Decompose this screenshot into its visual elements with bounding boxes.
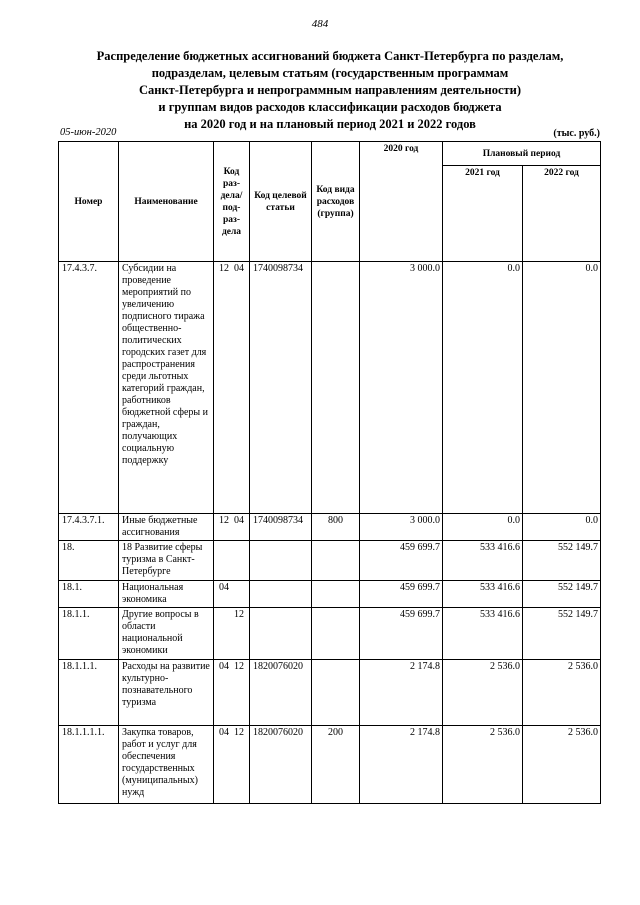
row-name: Расходы на развитие культурно-познавательного туризма (119, 660, 214, 726)
row-number: 18.1.1.1.1. (59, 726, 119, 804)
row-2021: 533 416.6 (443, 581, 523, 608)
row-2022: 552 149.7 (523, 541, 601, 581)
row-2022: 0.0 (523, 514, 601, 541)
row-2021: 533 416.6 (443, 541, 523, 581)
row-expense-code (312, 660, 360, 726)
header-name: Наименование (119, 142, 214, 262)
row-2020: 2 174.8 (360, 726, 443, 804)
row-expense-code (312, 262, 360, 514)
table-row (59, 262, 601, 514)
row-2021: 0.0 (443, 514, 523, 541)
row-number: 17.4.3.7.1. (59, 514, 119, 541)
row-2021: 0.0 (443, 262, 523, 514)
row-number: 18.1. (59, 581, 119, 608)
row-target-code: 1740098734 (250, 514, 312, 541)
row-2022: 2 536.0 (523, 660, 601, 726)
page-number: 484 (311, 18, 329, 30)
row-expense-code (312, 581, 360, 608)
row-2022: 552 149.7 (523, 581, 601, 608)
row-target-code (250, 581, 312, 608)
table-row (59, 608, 601, 660)
table-row (59, 541, 601, 581)
units-label: (тыс. руб.) (553, 128, 600, 139)
podrazdel: 12 (234, 661, 244, 672)
row-2021: 533 416.6 (443, 608, 523, 660)
row-2020: 459 699.7 (360, 541, 443, 581)
row-section-code (214, 726, 250, 804)
row-name: 18 Развитие сферы туризма в Санкт-Петербурге (119, 541, 214, 581)
title-line: на 2020 год и на плановый период 2021 и 2022 годов (184, 117, 476, 131)
razdel: 04 (219, 661, 229, 672)
title-line: Санкт-Петербурга и непрограммным направлениям деятельности) (138, 83, 521, 97)
table-body (59, 262, 601, 804)
header-plan-period: Плановый период (443, 142, 601, 166)
podrazdel: 04 (234, 515, 244, 526)
row-name: Закупка товаров, работ и услуг для обеспечения государственных (муниципальных) нужд (119, 726, 214, 804)
row-2022: 0.0 (523, 262, 601, 514)
row-section-code (214, 541, 250, 581)
row-section-code (214, 581, 250, 608)
document-title (60, 48, 600, 133)
table-row (59, 660, 601, 726)
title-line: и группам видов расходов классификации расходов бюджета (158, 100, 502, 114)
row-section-code (214, 262, 250, 514)
row-expense-code (312, 608, 360, 660)
row-section-code (214, 608, 250, 660)
row-2022: 2 536.0 (523, 726, 601, 804)
document-date: 05-июн-2020 (60, 127, 117, 138)
row-2021: 2 536.0 (443, 726, 523, 804)
title-line: подразделам, целевым статьям (государственным программам (151, 66, 509, 80)
header-section-code: Код раз-дела/ под-раз-дела (214, 142, 250, 262)
row-expense-code: 200 (312, 726, 360, 804)
row-name: Национальная экономика (119, 581, 214, 608)
row-section-code (214, 660, 250, 726)
row-section-code (214, 514, 250, 541)
row-number: 17.4.3.7. (59, 262, 119, 514)
title-line: Распределение бюджетных ассигнований бюджета Санкт-Петербурга по разделам, (96, 49, 564, 63)
table-row (59, 581, 601, 608)
row-2020: 459 699.7 (360, 608, 443, 660)
row-target-code: 1820076020 (250, 726, 312, 804)
header-expense-type-code: Код вида расходов (группа) (312, 142, 360, 262)
table-row (59, 514, 601, 541)
row-target-code: 1740098734 (250, 262, 312, 514)
row-target-code: 1820076020 (250, 660, 312, 726)
header-2020: 2020 год (360, 142, 443, 262)
row-name: Другие вопросы в области национальной экономики (119, 608, 214, 660)
row-name: Субсидии на проведение мероприятий по увеличению подписного тиража общественно-политических городских газет для распространения среди льготных категорий граждан, работников бюджетной сферы и граждан, получающих социальную поддержку (119, 262, 214, 514)
row-number: 18.1.1. (59, 608, 119, 660)
row-name: Иные бюджетные ассигнования (119, 514, 214, 541)
razdel: 04 (219, 727, 229, 738)
row-target-code (250, 541, 312, 581)
row-expense-code: 800 (312, 514, 360, 541)
row-2022: 552 149.7 (523, 608, 601, 660)
razdel: 12 (219, 515, 229, 526)
header-number: Номер (59, 142, 119, 262)
row-number: 18.1.1.1. (59, 660, 119, 726)
header-2022: 2022 год (523, 166, 601, 262)
row-2020: 3 000.0 (360, 514, 443, 541)
header-target-code: Код целевой статьи (250, 142, 312, 262)
row-2020: 3 000.0 (360, 262, 443, 514)
header-2021: 2021 год (443, 166, 523, 262)
podrazdel: 12 (234, 609, 244, 620)
row-2021: 2 536.0 (443, 660, 523, 726)
row-target-code (250, 608, 312, 660)
row-expense-code (312, 541, 360, 581)
row-2020: 2 174.8 (360, 660, 443, 726)
budget-table (58, 141, 601, 804)
razdel: 04 (219, 582, 229, 593)
table-row (59, 726, 601, 804)
podrazdel: 12 (234, 727, 244, 738)
row-number: 18. (59, 541, 119, 581)
podrazdel: 04 (234, 263, 244, 274)
razdel: 12 (219, 263, 229, 274)
row-2020: 459 699.7 (360, 581, 443, 608)
